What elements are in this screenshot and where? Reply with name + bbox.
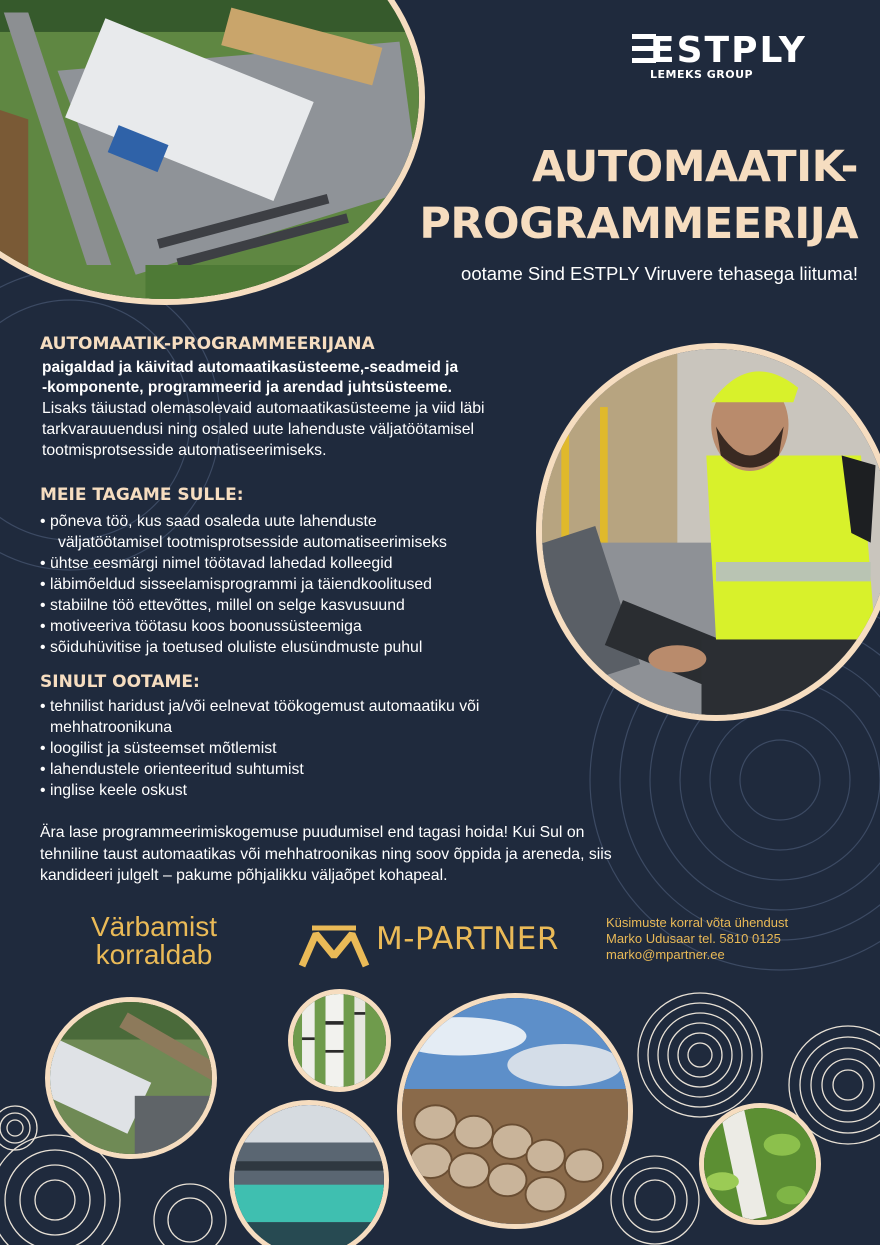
- job-title-line1: AUTOMAATIK-: [531, 142, 858, 192]
- worker-at-control-panel-photo: [536, 343, 880, 721]
- role-bold-line1: paigaldad ja käivitad automaatikasüsteeme,-seadmeid ja: [42, 359, 459, 376]
- brand-group: LEMEKS GROUP: [650, 68, 754, 81]
- requirements-heading: SINULT OOTAME:: [40, 672, 200, 692]
- role-text-line2: tarkvarauuendusi ning osaled uute lahenduste väljatöötamisel: [42, 421, 475, 438]
- requirements-list: [40, 696, 479, 801]
- requirement-item-text-cont: mehhatroonikuna: [50, 719, 173, 736]
- offer-item-text: motiveeriva töötasu koos boonussüsteemiga: [50, 618, 362, 635]
- role-text-line3: tootmisprotsesside automatiseerimiseks.: [42, 442, 327, 459]
- offer-item-text: põneva töö, kus saad osaleda uute lahenduste: [50, 513, 377, 530]
- offer-item: [40, 637, 447, 658]
- recruit-label: [74, 913, 234, 969]
- requirement-item: [40, 738, 479, 759]
- offer-item-text-cont: väljatöötamisel tootmisprotsesside automatiseerimiseks: [58, 534, 447, 551]
- recruit-label-line1: Värbamist: [90, 911, 218, 942]
- contact-line1: Küsimuste korral võta ühendust: [606, 915, 789, 930]
- offer-heading: MEIE TAGAME SULLE:: [40, 485, 244, 505]
- requirement-item: [40, 696, 479, 738]
- offer-item: [40, 553, 447, 574]
- offer-item: [40, 574, 447, 595]
- contact-line2: Marko Udusaar tel. 5810 0125: [606, 931, 781, 946]
- requirement-item-text: inglise keele oskust: [50, 782, 187, 799]
- offer-item-text: läbimõeldud sisseelamisprogrammi ja täiendkoolitused: [50, 576, 432, 593]
- offer-item: [40, 511, 447, 553]
- partner-name: M-PARTNER: [376, 921, 559, 957]
- job-title-line2: PROGRAMMEERIJA: [419, 199, 858, 249]
- birch-trunks-photo: [288, 989, 391, 1092]
- role-bold-line2: -komponente, programmeerid ja arendad juhtsüsteeme.: [42, 379, 452, 396]
- contact-email[interactable]: marko@mpartner.ee: [606, 947, 725, 962]
- requirement-item-text: loogilist ja süsteemset mõtlemist: [50, 740, 277, 757]
- log-pile-photo: [397, 993, 633, 1229]
- offer-item: [40, 595, 447, 616]
- offer-item: [40, 616, 447, 637]
- offer-item-text: sõiduhüvitise ja toetused oluliste elusündmuste puhul: [50, 639, 423, 656]
- role-text-line1: Lisaks täiustad olemasolevaid automaatikasüsteeme ja viid läbi: [42, 400, 485, 417]
- contact-block: [606, 915, 788, 963]
- job-subtitle: ootame Sind ESTPLY Viruvere tehasega liituma!: [461, 263, 858, 284]
- offer-item-text: ühtse eesmärgi nimel töötavad lahedad kolleegid: [50, 555, 393, 572]
- brand-logo: ESTPLY: [650, 30, 807, 71]
- offer-list: [40, 511, 447, 658]
- closing-line1: Ära lase programmeerimiskogemuse puudumisel end tagasi hoida! Kui Sul on: [40, 824, 585, 841]
- birch-leaves-photo: [699, 1103, 821, 1225]
- closing-line2: tehniline taust automaatikas või mehhatroonikas ning soov õppida ja areneda, siis: [40, 846, 612, 863]
- requirement-item: [40, 780, 479, 801]
- offer-item-text: stabiilne töö ettevõttes, millel on selge kasvusuund: [50, 597, 405, 614]
- factory-rooftop-photo: [45, 997, 217, 1159]
- requirement-item-text: tehnilist haridust ja/või eelnevat töökogemust automaatiku või: [50, 698, 480, 715]
- closing-line3: kandideeri julgelt – pakume põhjalikku väljaõpet kohapeal.: [40, 867, 448, 884]
- requirement-item-text: lahendustele orienteeritud suhtumist: [50, 761, 304, 778]
- role-heading: AUTOMAATIK-PROGRAMMEERIJANA: [40, 334, 375, 354]
- requirement-item: [40, 759, 479, 780]
- m-partner-logo-icon: [298, 922, 370, 972]
- recruit-label-line2: korraldab: [95, 939, 213, 970]
